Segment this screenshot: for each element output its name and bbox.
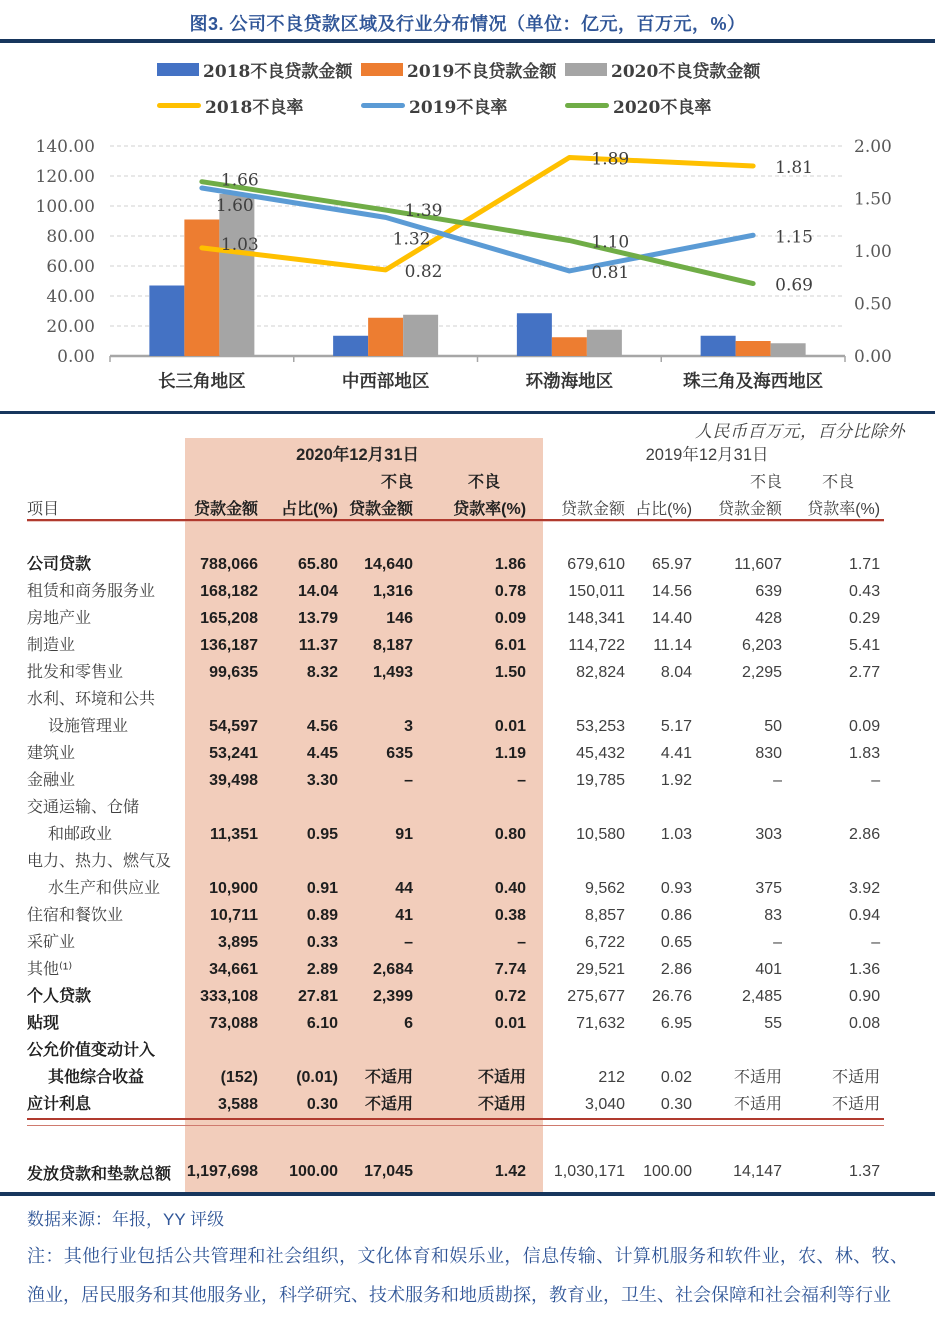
row-label-line: 房地产业 bbox=[27, 610, 92, 627]
row-label-line: 金融业 bbox=[27, 772, 76, 789]
table-row bbox=[27, 956, 884, 983]
data-label: 1.66 bbox=[220, 170, 259, 191]
cell-2019: 375 bbox=[755, 880, 783, 897]
row-label bbox=[27, 1091, 185, 1119]
row-label-line: 贴现 bbox=[27, 1015, 60, 1032]
col-2020-npl-amount: 贷款金额 bbox=[342, 492, 417, 520]
cell-2019: 0.65 bbox=[660, 934, 693, 951]
cell-2019: 1.36 bbox=[848, 961, 881, 978]
row-label-line: 批发和零售业 bbox=[27, 664, 124, 681]
cell-2020: 0.09 bbox=[494, 610, 527, 627]
row-label-line: 水生产和供应业 bbox=[48, 880, 161, 897]
left-axis-tick: 120.00 bbox=[35, 167, 95, 187]
cell-2020: 27.81 bbox=[297, 988, 338, 1005]
cell-2020: 333,108 bbox=[200, 988, 258, 1005]
loan-table-body bbox=[27, 520, 884, 1187]
legend-label: 2020不良率 bbox=[613, 97, 712, 118]
cell-2020: 11.37 bbox=[298, 637, 338, 654]
cell-2020: 3,895 bbox=[217, 934, 258, 951]
cell-2020: 不适用 bbox=[364, 1069, 413, 1086]
data-label: 1.60 bbox=[215, 196, 254, 216]
chart-area bbox=[0, 133, 935, 405]
cell-2019: 275,677 bbox=[567, 988, 626, 1005]
cell-2020: 1,493 bbox=[372, 664, 413, 681]
cell-2020: (0.01) bbox=[296, 1069, 338, 1086]
cell-2020: 3 bbox=[404, 718, 413, 735]
legend-bar-swatch bbox=[157, 63, 199, 76]
col-2019-npl-ratio: 贷款率(%) bbox=[786, 492, 884, 520]
legend-line-swatch bbox=[361, 103, 405, 108]
cell-2019: 679,610 bbox=[567, 556, 626, 573]
legend-label: 2019不良贷款金额 bbox=[407, 61, 557, 82]
cell-2020: 165,208 bbox=[200, 610, 258, 627]
loan-table-wrap bbox=[27, 438, 908, 1187]
bar bbox=[736, 341, 771, 356]
col-2019-share: 占比(%) bbox=[629, 492, 696, 520]
bar bbox=[184, 220, 219, 357]
data-label: 0.81 bbox=[591, 262, 630, 283]
cell-2019: 401 bbox=[755, 961, 783, 978]
row-label bbox=[27, 983, 185, 1010]
cell-2020: (152) bbox=[220, 1069, 258, 1086]
npl-prefix-2019-amount: 不良 bbox=[750, 474, 783, 491]
cell-2019: 不适用 bbox=[734, 1069, 783, 1086]
row-label bbox=[27, 902, 185, 929]
col-2020-loan: 贷款金额 bbox=[185, 492, 262, 520]
cell-2019: 0.09 bbox=[848, 718, 881, 735]
cell-2020: 0.95 bbox=[306, 826, 338, 843]
figure-title: 图3. 公司不良贷款区域及行业分布情况（单位：亿元，百万元，%） bbox=[189, 14, 746, 34]
cell-2019: 2.86 bbox=[848, 826, 881, 843]
table-row bbox=[27, 767, 884, 794]
row-label bbox=[27, 686, 185, 740]
row-label-line: 住宿和餐饮业 bbox=[27, 907, 124, 924]
left-axis-tick: 40.00 bbox=[46, 287, 95, 307]
cell-2020: 0.30 bbox=[306, 1096, 338, 1113]
cell-2019: 14.40 bbox=[652, 610, 693, 627]
cell-2019: 9,562 bbox=[585, 880, 626, 897]
bar bbox=[219, 194, 254, 356]
row-label-line: 租赁和商务服务业 bbox=[27, 583, 156, 600]
row-label bbox=[27, 578, 185, 605]
cell-2020: 4.56 bbox=[306, 718, 338, 735]
cell-2020: 0.89 bbox=[306, 907, 338, 924]
cell-2020: 6.01 bbox=[494, 637, 527, 654]
left-axis-tick: 140.00 bbox=[35, 137, 95, 157]
cell-2019: – bbox=[871, 772, 881, 789]
cell-2019: 303 bbox=[755, 826, 783, 843]
right-axis-tick: 2.00 bbox=[854, 137, 892, 157]
cell-2019: 55 bbox=[764, 1015, 783, 1032]
cell-2019: 29,521 bbox=[576, 961, 626, 978]
cell-2020: 65.80 bbox=[297, 556, 338, 573]
cell-2019: 0.43 bbox=[848, 583, 881, 600]
cell-2019: 0.08 bbox=[848, 1015, 881, 1032]
col-2020-share: 占比(%) bbox=[262, 492, 342, 520]
legend-label: 2020不良贷款金额 bbox=[611, 61, 761, 82]
row-label bbox=[27, 767, 185, 794]
row-label bbox=[27, 848, 185, 902]
cell-2019: 830 bbox=[755, 745, 783, 762]
cell-2019: 639 bbox=[755, 583, 783, 600]
cell-2019: 1.83 bbox=[848, 745, 881, 762]
table-row bbox=[27, 659, 884, 686]
cell-2019: 148,341 bbox=[567, 610, 626, 627]
bar bbox=[552, 337, 587, 356]
cell-2020: 0.01 bbox=[494, 718, 527, 735]
row-label bbox=[27, 1157, 185, 1187]
cell-2020: 3,588 bbox=[217, 1096, 258, 1113]
row-label-line: 其他综合收益 bbox=[48, 1069, 145, 1086]
cell-2020: 0.33 bbox=[306, 934, 338, 951]
table-row bbox=[27, 1091, 884, 1119]
data-label: 1.03 bbox=[220, 234, 259, 255]
data-label: 1.15 bbox=[775, 227, 813, 248]
cell-2020: 635 bbox=[386, 745, 413, 762]
cell-2020: 146 bbox=[386, 610, 413, 627]
cell-2020: 99,635 bbox=[209, 664, 258, 681]
row-label bbox=[27, 929, 185, 956]
legend-line-swatch bbox=[157, 103, 201, 108]
cell-2019: 0.30 bbox=[660, 1096, 693, 1113]
bar bbox=[403, 315, 438, 356]
row-label bbox=[27, 740, 185, 767]
cell-2019: 150,011 bbox=[568, 583, 626, 600]
col-2019-loan: 贷款金额 bbox=[530, 492, 629, 520]
title-divider-rule bbox=[0, 39, 935, 43]
table-row bbox=[27, 848, 884, 902]
spacer-row bbox=[27, 1125, 884, 1157]
table-row bbox=[27, 794, 884, 848]
cell-2020: 3.30 bbox=[306, 772, 338, 789]
legend-item bbox=[361, 58, 565, 80]
cell-2019: 2,295 bbox=[742, 664, 783, 681]
cell-2019: 83 bbox=[764, 907, 783, 924]
cell-2019: 3.92 bbox=[848, 880, 881, 897]
row-label-line: 采矿业 bbox=[27, 934, 76, 951]
cell-2020: 不适用 bbox=[478, 1096, 527, 1113]
right-axis-tick: 0.00 bbox=[854, 347, 892, 367]
cell-2019: 1,030,171 bbox=[553, 1163, 626, 1180]
row-label-line: 个人贷款 bbox=[27, 988, 92, 1005]
cell-2019: 14,147 bbox=[733, 1163, 783, 1180]
cell-2020: 4.45 bbox=[306, 745, 338, 762]
row-label-line: 和邮政业 bbox=[48, 826, 113, 843]
cell-2020: 34,661 bbox=[209, 961, 258, 978]
table-row bbox=[27, 902, 884, 929]
cell-2020: 14,640 bbox=[364, 556, 413, 573]
npl-prefix-2020-ratio: 不良 bbox=[468, 474, 501, 491]
cell-2019: 114,722 bbox=[568, 637, 626, 654]
data-label: 1.10 bbox=[591, 232, 630, 253]
cell-2019: 0.94 bbox=[848, 907, 881, 924]
group-header-2019: 2019年12月31日 bbox=[645, 446, 769, 464]
left-axis-tick: 20.00 bbox=[46, 317, 95, 337]
legend-item bbox=[565, 94, 769, 116]
cell-2019: 8,857 bbox=[585, 907, 626, 924]
cell-2020: 168,182 bbox=[200, 583, 258, 600]
legend-item bbox=[565, 58, 769, 80]
data-label: 1.81 bbox=[775, 157, 813, 178]
cell-2019: 11,607 bbox=[734, 556, 783, 573]
bar bbox=[587, 330, 622, 356]
row-label bbox=[27, 520, 185, 578]
cell-2020: 0.91 bbox=[306, 880, 338, 897]
col-2019-npl-amount: 贷款金额 bbox=[696, 492, 786, 520]
data-label: 1.32 bbox=[392, 229, 431, 250]
row-label-line: 交通运输、仓储 bbox=[27, 799, 140, 816]
cell-2019: 不适用 bbox=[832, 1069, 881, 1086]
cell-2019: 50 bbox=[764, 718, 783, 735]
cell-2020: 39,498 bbox=[209, 772, 258, 789]
cell-2020: 11,351 bbox=[209, 826, 258, 843]
cell-2020: 0.78 bbox=[494, 583, 527, 600]
cell-2019: 100.00 bbox=[643, 1163, 693, 1180]
legend-label: 2018不良率 bbox=[205, 97, 304, 118]
table-row bbox=[27, 983, 884, 1010]
col-2020-npl-ratio: 贷款率(%) bbox=[417, 492, 530, 520]
data-label: 0.82 bbox=[404, 261, 443, 282]
row-label-line: 其他⁽¹⁾ bbox=[27, 961, 73, 978]
bar bbox=[517, 313, 552, 356]
cell-2020: 6 bbox=[404, 1015, 413, 1032]
cell-2019: 1.92 bbox=[660, 772, 693, 789]
cell-2020: 1.42 bbox=[494, 1163, 527, 1180]
row-label-line: 建筑业 bbox=[27, 745, 76, 762]
cell-2020: 1.50 bbox=[494, 664, 527, 681]
cell-2019: 0.02 bbox=[660, 1069, 693, 1086]
legend-label: 2019不良率 bbox=[409, 97, 508, 118]
cell-2020: 53,241 bbox=[209, 745, 258, 762]
legend-bar-swatch bbox=[565, 63, 607, 76]
cell-2020: 0.01 bbox=[494, 1015, 527, 1032]
cell-2020: 2,399 bbox=[372, 988, 413, 1005]
table-row bbox=[27, 605, 884, 632]
row-label-line: 公司贷款 bbox=[27, 556, 92, 573]
group-header-row bbox=[27, 438, 884, 468]
category-label: 环渤海地区 bbox=[525, 372, 614, 392]
cell-2020: 14.04 bbox=[297, 583, 338, 600]
cell-2019: 82,824 bbox=[576, 664, 626, 681]
cell-2020: – bbox=[517, 772, 527, 789]
category-label: 长三角地区 bbox=[158, 372, 246, 392]
cell-2020: 1,316 bbox=[372, 583, 413, 600]
rate-line bbox=[202, 182, 753, 284]
chart-legend bbox=[157, 58, 787, 116]
cell-2020: 0.80 bbox=[494, 826, 527, 843]
right-axis-tick: 0.50 bbox=[854, 294, 892, 315]
cell-2019: 212 bbox=[598, 1069, 626, 1086]
cell-2019: – bbox=[773, 934, 783, 951]
npl-prefix-2020-amount: 不良 bbox=[380, 474, 413, 491]
cell-2020: 13.79 bbox=[297, 610, 338, 627]
table-row bbox=[27, 578, 884, 605]
chart-table-divider-rule bbox=[0, 411, 935, 414]
cell-2019: – bbox=[773, 772, 783, 789]
legend-bar-swatch bbox=[361, 63, 403, 76]
cell-2019: 19,785 bbox=[576, 772, 626, 789]
table-bottom-rule bbox=[0, 1192, 935, 1196]
footnote-text: 注：其他行业包括公共管理和社会组织，文化体育和娱乐业，信息传输、计算机服务和软件业，农、林、牧、渔业，居民服务和其他服务业，科学研究、技术服务和地质勘探，教育业，卫生、社会保障和社会福利等行业 bbox=[27, 1246, 908, 1305]
legend-item bbox=[157, 58, 361, 80]
right-axis-tick: 1.50 bbox=[854, 189, 892, 210]
cell-2019: 6.95 bbox=[660, 1015, 693, 1032]
row-label-line: 制造业 bbox=[27, 637, 76, 654]
right-axis-tick: 1.00 bbox=[854, 242, 892, 262]
cell-2019: 5.41 bbox=[848, 637, 881, 654]
data-label: 1.89 bbox=[591, 149, 630, 170]
cell-2020: 100.00 bbox=[289, 1163, 338, 1180]
cell-2020: 91 bbox=[395, 826, 413, 843]
cell-2020: 8.32 bbox=[306, 664, 338, 681]
loan-table bbox=[27, 438, 884, 1187]
cell-2019: 65.97 bbox=[652, 556, 693, 573]
cell-2020: 不适用 bbox=[478, 1069, 527, 1086]
cell-2020: 136,187 bbox=[200, 637, 258, 654]
bar bbox=[368, 318, 403, 356]
table-row bbox=[27, 740, 884, 767]
table-row bbox=[27, 1010, 884, 1037]
cell-2019: 6,203 bbox=[742, 637, 783, 654]
bar bbox=[333, 336, 368, 356]
row-label-line: 应计利息 bbox=[27, 1096, 92, 1113]
cell-2019: 0.90 bbox=[848, 988, 881, 1005]
cell-2020: 1.19 bbox=[494, 745, 527, 762]
cell-2020: 0.72 bbox=[494, 988, 527, 1005]
cell-2020: 2,684 bbox=[372, 961, 413, 978]
cell-2019: 2.77 bbox=[848, 664, 881, 681]
cell-2020: 0.38 bbox=[494, 907, 527, 924]
cell-2020: 73,088 bbox=[209, 1015, 258, 1032]
table-row bbox=[27, 1157, 884, 1187]
left-axis-tick: 0.00 bbox=[57, 347, 95, 367]
cell-2020: 6.10 bbox=[306, 1015, 338, 1032]
col-item: 项目 bbox=[27, 492, 185, 520]
legend-item bbox=[157, 94, 361, 116]
cell-2020: – bbox=[517, 934, 527, 951]
row-label-line: 发放贷款和垫款总额 bbox=[27, 1166, 172, 1183]
cell-2020: 不适用 bbox=[364, 1096, 413, 1113]
left-axis-tick: 100.00 bbox=[35, 197, 95, 217]
cell-2019: 2.86 bbox=[660, 961, 693, 978]
cell-2020: 788,066 bbox=[200, 556, 258, 573]
cell-2019: – bbox=[871, 934, 881, 951]
cell-2020: 10,711 bbox=[209, 907, 258, 924]
cell-2019: 1.71 bbox=[848, 556, 881, 573]
legend-label: 2018不良贷款金额 bbox=[203, 61, 353, 82]
data-label: 1.39 bbox=[404, 201, 443, 222]
cell-2020: 17,045 bbox=[364, 1163, 413, 1180]
legend-line-swatch bbox=[565, 103, 609, 108]
bar bbox=[771, 343, 806, 356]
cell-2019: 1.03 bbox=[660, 826, 693, 843]
left-axis-tick: 60.00 bbox=[46, 257, 95, 277]
cell-2020: 1.86 bbox=[494, 556, 527, 573]
cell-2019: 1.37 bbox=[848, 1163, 881, 1180]
npl-prefix-row bbox=[27, 468, 884, 492]
npl-prefix-2019-ratio: 不良 bbox=[822, 474, 855, 491]
row-label bbox=[27, 1010, 185, 1037]
cell-2019: 5.17 bbox=[660, 718, 693, 735]
cell-2020: 0.40 bbox=[494, 880, 527, 897]
units-note: 人民币百万元，百分比除外 bbox=[695, 422, 905, 441]
row-label-line: 设施管理业 bbox=[48, 718, 129, 735]
cell-2019: 10,580 bbox=[576, 826, 626, 843]
cell-2019: 26.76 bbox=[652, 988, 693, 1005]
cell-2020: 1,197,698 bbox=[186, 1163, 258, 1180]
cell-2020: 7.74 bbox=[494, 961, 527, 978]
cell-2020: 54,597 bbox=[209, 718, 258, 735]
cell-2019: 3,040 bbox=[585, 1096, 626, 1113]
cell-2019: 0.93 bbox=[660, 880, 693, 897]
npl-chart bbox=[0, 133, 935, 405]
cell-2019: 不适用 bbox=[832, 1096, 881, 1113]
cell-2019: 14.56 bbox=[652, 583, 693, 600]
bar bbox=[701, 336, 736, 356]
category-label: 中西部地区 bbox=[341, 372, 430, 392]
cell-2020: – bbox=[404, 934, 413, 951]
cell-2019: 71,632 bbox=[576, 1015, 626, 1032]
table-row bbox=[27, 1037, 884, 1091]
cell-2020: 44 bbox=[395, 880, 413, 897]
table-row bbox=[27, 929, 884, 956]
row-label-line: 水利、环境和公共 bbox=[27, 691, 156, 708]
table-row bbox=[27, 520, 884, 578]
cell-2019: 不适用 bbox=[734, 1096, 783, 1113]
bar bbox=[149, 286, 184, 357]
cell-2019: 4.41 bbox=[660, 745, 693, 762]
cell-2019: 11.14 bbox=[653, 637, 693, 654]
cell-2019: 8.04 bbox=[660, 664, 693, 681]
row-label-line: 电力、热力、燃气及 bbox=[27, 853, 172, 870]
row-label-line: 公允价值变动计入 bbox=[27, 1042, 156, 1059]
cell-2019: 6,722 bbox=[585, 934, 626, 951]
data-source-line: 数据来源：年报，YY 评级 bbox=[27, 1210, 225, 1229]
group-header-2020: 2020年12月31日 bbox=[296, 446, 419, 464]
data-label: 0.69 bbox=[775, 275, 813, 296]
cell-2020: 41 bbox=[395, 907, 413, 924]
row-label bbox=[27, 605, 185, 632]
cell-2019: 2,485 bbox=[742, 988, 783, 1005]
cell-2019: 428 bbox=[755, 610, 783, 627]
table-row bbox=[27, 686, 884, 740]
category-label: 珠三角及海西地区 bbox=[683, 372, 824, 392]
row-label bbox=[27, 1037, 185, 1091]
cell-2019: 0.29 bbox=[848, 610, 881, 627]
row-label bbox=[27, 794, 185, 848]
cell-2019: 53,253 bbox=[576, 718, 626, 735]
left-axis-tick: 80.00 bbox=[46, 227, 95, 247]
legend-item bbox=[361, 94, 565, 116]
table-row bbox=[27, 632, 884, 659]
cell-2020: – bbox=[404, 772, 413, 789]
column-header-row bbox=[27, 492, 884, 520]
cell-2020: 2.89 bbox=[306, 961, 338, 978]
cell-2020: 8,187 bbox=[372, 637, 413, 654]
row-label bbox=[27, 632, 185, 659]
cell-2019: 45,432 bbox=[576, 745, 626, 762]
row-label bbox=[27, 659, 185, 686]
cell-2019: 0.86 bbox=[660, 907, 693, 924]
row-label bbox=[27, 956, 185, 983]
cell-2020: 10,900 bbox=[209, 880, 258, 897]
